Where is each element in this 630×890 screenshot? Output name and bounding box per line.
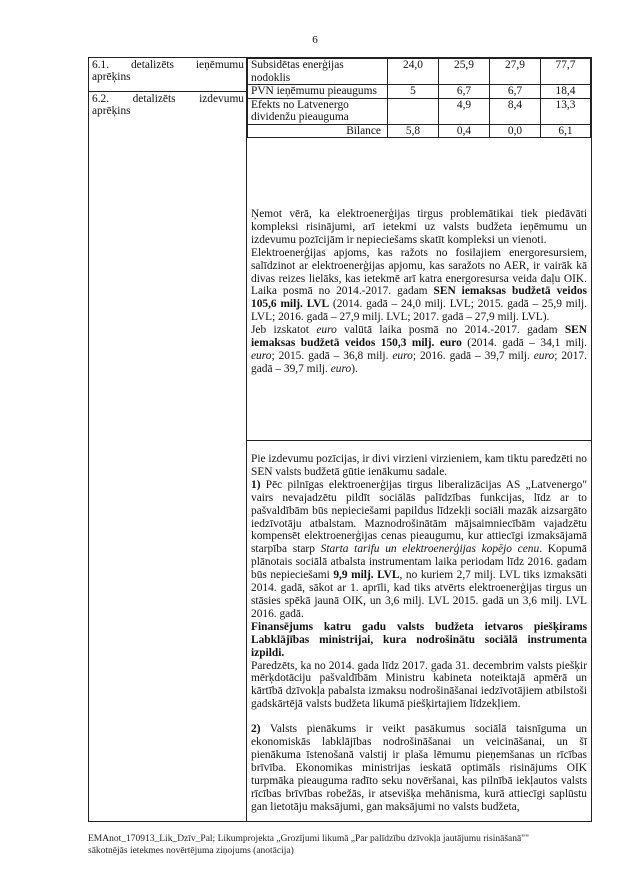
label-number: 6.2. [92,93,110,105]
paragraph: Pie izdevumu pozīcijas, ir divi virzieni virzieniem, kam tiktu paredzēti no SEN valsts budžetā gūtie ienākumu sadale. [251,453,587,478]
label-word: detalizēts [130,59,174,71]
left-label-column [89,58,247,821]
annotation-table [88,57,592,822]
expense-text [251,453,587,813]
cell-value: 13,3 [541,98,591,124]
bilance-value: 5,8 [388,124,439,138]
cell-value: 4,9 [439,98,490,124]
cell-value: 77,7 [541,59,591,85]
footer-line: EMAnot_170913_Lik_Dzīv_Pal; Likumprojekta „Grozījumi likumā „Par palīdzību dzīvokļa jautājumu risināšanā"" [88,834,529,844]
cell-value [388,98,439,124]
label-word: ieņēmumu [195,59,244,71]
row-name: Efekts no Latvenergo dividenžu pieauguma [248,98,388,124]
content-column [247,58,591,821]
paragraph: Elektroenerģijas apjoms, kas ražots no fosilajiem energoresursiem, salīdzinot ar elektroenerģijas apjomu, kas saražots no AER, ir vairāk kā divas reizes lielāks, kas ietekmē arī katra energoresursa veida daļu OIK. Laika posmā no 2014.-2017. gadam SEN iemaksas budžetā veidos 105,6 milj. LVL (2014. gadā – 24,0 milj. LVL; 2015. gadā – 25,9 milj. LVL; 2016. gadā – 27,9 milj. LVL; 2017. gadā – 27,9 milj. LVL). [251,246,587,324]
cell-value: 18,4 [541,85,591,99]
cell-value: 25,9 [439,59,490,85]
paragraph: Paredzēts, ka no 2014. gada līdz 2017. gada 31. decembrim valsts piešķir mērķdotāciju pašvaldībām Ministru kabineta noteiktajā apmērā un kārtībā dzīvokļa pabalsta izmaksu nodrošināšanai iedzīvotājiem atbilstoši gadskārtējā valsts budžeta likumā piešķirtajiem līdzekļiem. [251,659,587,711]
paragraph: 2) Valsts pienākums ir veikt pasākumus sociālā taisnīguma un ekonomiskās labklājības nodrošināšanai un veicināšanai, un šī pienākuma īstenošanā valstij ir plaša lēmumu pieņemšanas un rīcības brīvība. Ekonomikas ministrijas ieskatā optimāls risinājums OIK turpmāka pieauguma radīto seku novēršanai, kas pilnībā iekļautos valsts rīcības brīvības robežās, ir atsevišķa mehānisma, kurā attiecīgi saplūstu gan lietotāju maksājumi, gan maksājumi no valsts budžeta, [251,723,587,813]
divider [247,440,591,441]
bilance-row [248,124,591,138]
income-text [251,208,587,376]
footer-line: sākotnējās ietekmes novērtējuma ziņojums (anotācija) [88,846,294,856]
bilance-label: Bilance [248,124,388,138]
row-name: PVN ieņēmumu pieaugums [248,85,388,99]
financial-table [247,58,591,138]
bilance-value: 0,0 [490,124,541,138]
label-number: 6.1. [92,59,110,71]
table-row [248,85,591,99]
bilance-value: 6,1 [541,124,591,138]
cell-value: 5 [388,85,439,99]
table-row [248,98,591,124]
cell-value: 24,0 [388,59,439,85]
footer [88,833,608,857]
label-word: aprēķins [92,71,131,83]
cell-value: 6,7 [439,85,490,99]
label-word: izdevumu [199,93,244,105]
paragraph: Jeb izskatot euro valūtā laika posmā no 2014.-2017. gadam SEN iemaksas budžetā veidos 150,3 milj. euro (2014. gadā – 34,1 milj. euro; 2015. gadā – 36,8 milj. euro; 2016. gadā – 39,7 milj. euro; 2017. gadā – 39,7 milj. euro). [251,324,588,375]
table-row [248,59,591,85]
cell-value: 27,9 [490,59,541,85]
label-word: aprēķins [92,105,131,117]
cell-value: 6,7 [490,85,541,99]
paragraph-bold: Finansējums katru gadu valsts budžeta ietvaros piešķirams Labklājības ministrijai, kura nodrošinātu sociālā instrumenta izpildi. [251,620,587,659]
bilance-value: 0,4 [439,124,490,138]
label-expense-calculation [89,92,247,118]
cell-value: 8,4 [490,98,541,124]
row-name: Subsidētas enerģijas nodoklis [248,59,388,85]
paragraph: Ņemot vērā, ka elektroenerģijas tirgus problemātikai tiek piedāvāti kompleksi risinājumi, arī ietekmi uz valsts budžeta ieņēmumu un izdevumu pozīcijām ir nepieciešams skatīt kompleksi un vienoti. [251,208,587,246]
page-number: 6 [312,34,318,46]
label-income-calculation [89,58,247,92]
label-word: detalizēts [132,93,176,105]
paragraph: 1) Pēc pilnīgas elektroenerģijas tirgus liberalizācijas AS „Latvenergo" vairs nevajadzētu pildīt sociālās palīdzības funkcijas, līdz ar to pašvaldībām būs nepieciešami papildus līdzekļi sociāli mazāk aizsargāto iedzīvotāju atbalstam. Maznodrošinātām mājsaimniecībām vajadzētu kompensēt elektroenerģijas cenas pieaugumu, kur attiecīgi izmaksājamā starpība starp Starta tarifu un elektroenerģijas kopējo cenu. Kopumā plānotais sociālā atbalsta instrumentam laika periodam līdz 2016. gadam būs nepieciešami 9,9 milj. LVL, no kuriem 2,7 milj. LVL tiks izmaksāti 2014. gadā, sākot ar 1. aprīli, kad tiks atvērts elektroenerģijas tirgus un stāsies spēkā jaunā OIK, un 3,6 milj. LVL 2015. gadā un 3,6 milj. LVL 2016. gadā. [251,478,587,620]
